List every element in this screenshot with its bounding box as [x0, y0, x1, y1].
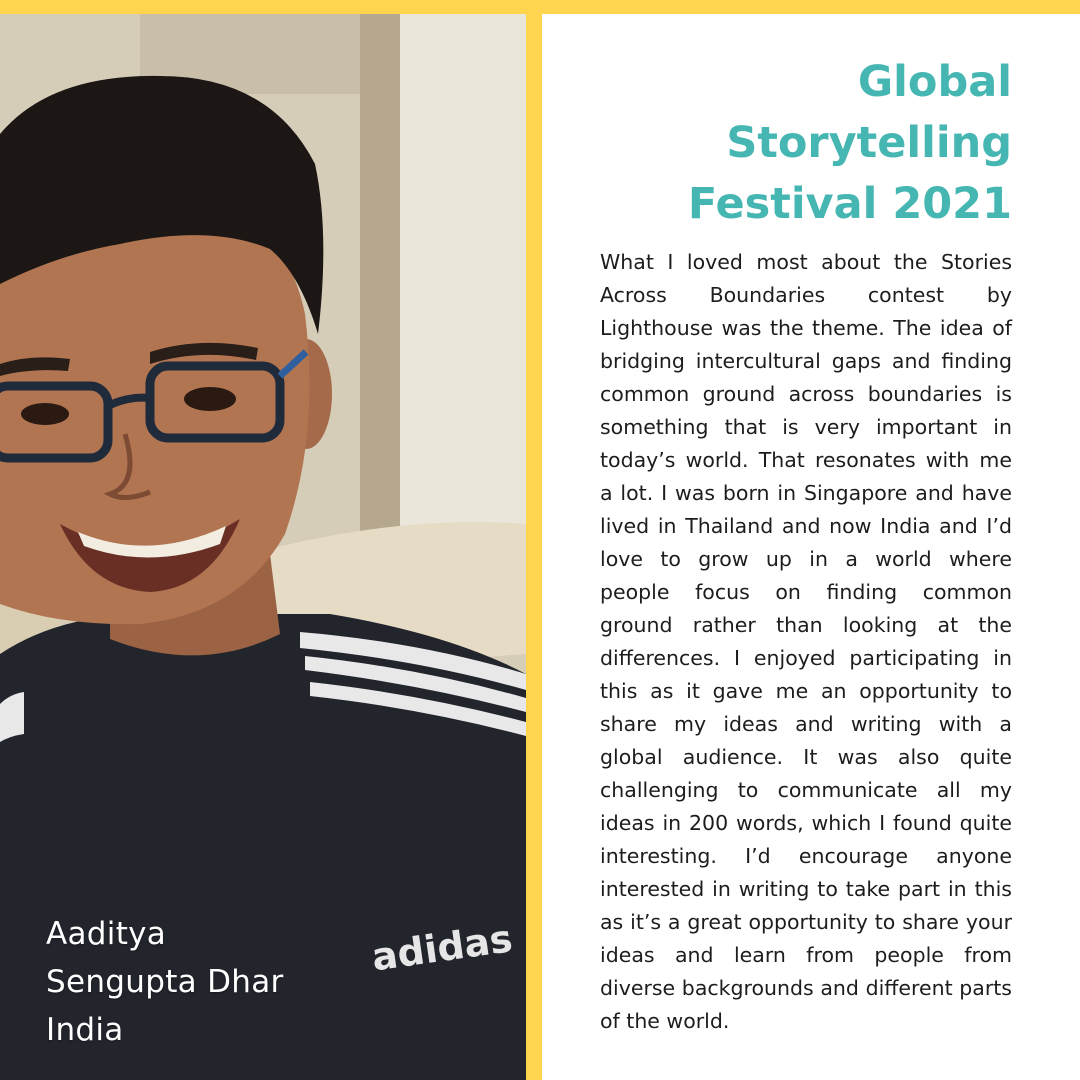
title-line-1: Global	[857, 57, 1012, 107]
participant-caption	[46, 910, 284, 1054]
shirt-logo: adidas	[368, 916, 516, 980]
title-line-3: Festival 2021	[687, 179, 1012, 229]
festival-title	[688, 52, 1012, 235]
text-panel	[542, 14, 1080, 1080]
testimonial-quote: What I loved most about the Stories Across Boundaries contest by Lighthouse was the theme. The idea of bridging intercultural gaps and finding common ground across boundaries is something that is very important in today’s world. That resonates with me a lot. I was born in Singapore and have lived in Thailand and now India and I’d love to grow up in a world where people focus on finding common ground rather than looking at the differences. I enjoyed participating in this as it gave me an opportunity to share my ideas and writing with a global audience. It was also quite challenging to communicate all my ideas in 200 words, which I found quite interesting. I’d encourage anyone interested in writing to take part in this as it’s a great opportunity to share your ideas and learn from people from diverse backgrounds and different parts of the world.	[600, 250, 1012, 1033]
title-line-2: Storytelling	[726, 118, 1012, 168]
participant-first-name: Aaditya	[46, 916, 167, 952]
portrait-photo	[0, 14, 526, 1080]
participant-last-name: Sengupta Dhar	[46, 964, 284, 1000]
participant-country: India	[46, 1012, 124, 1048]
